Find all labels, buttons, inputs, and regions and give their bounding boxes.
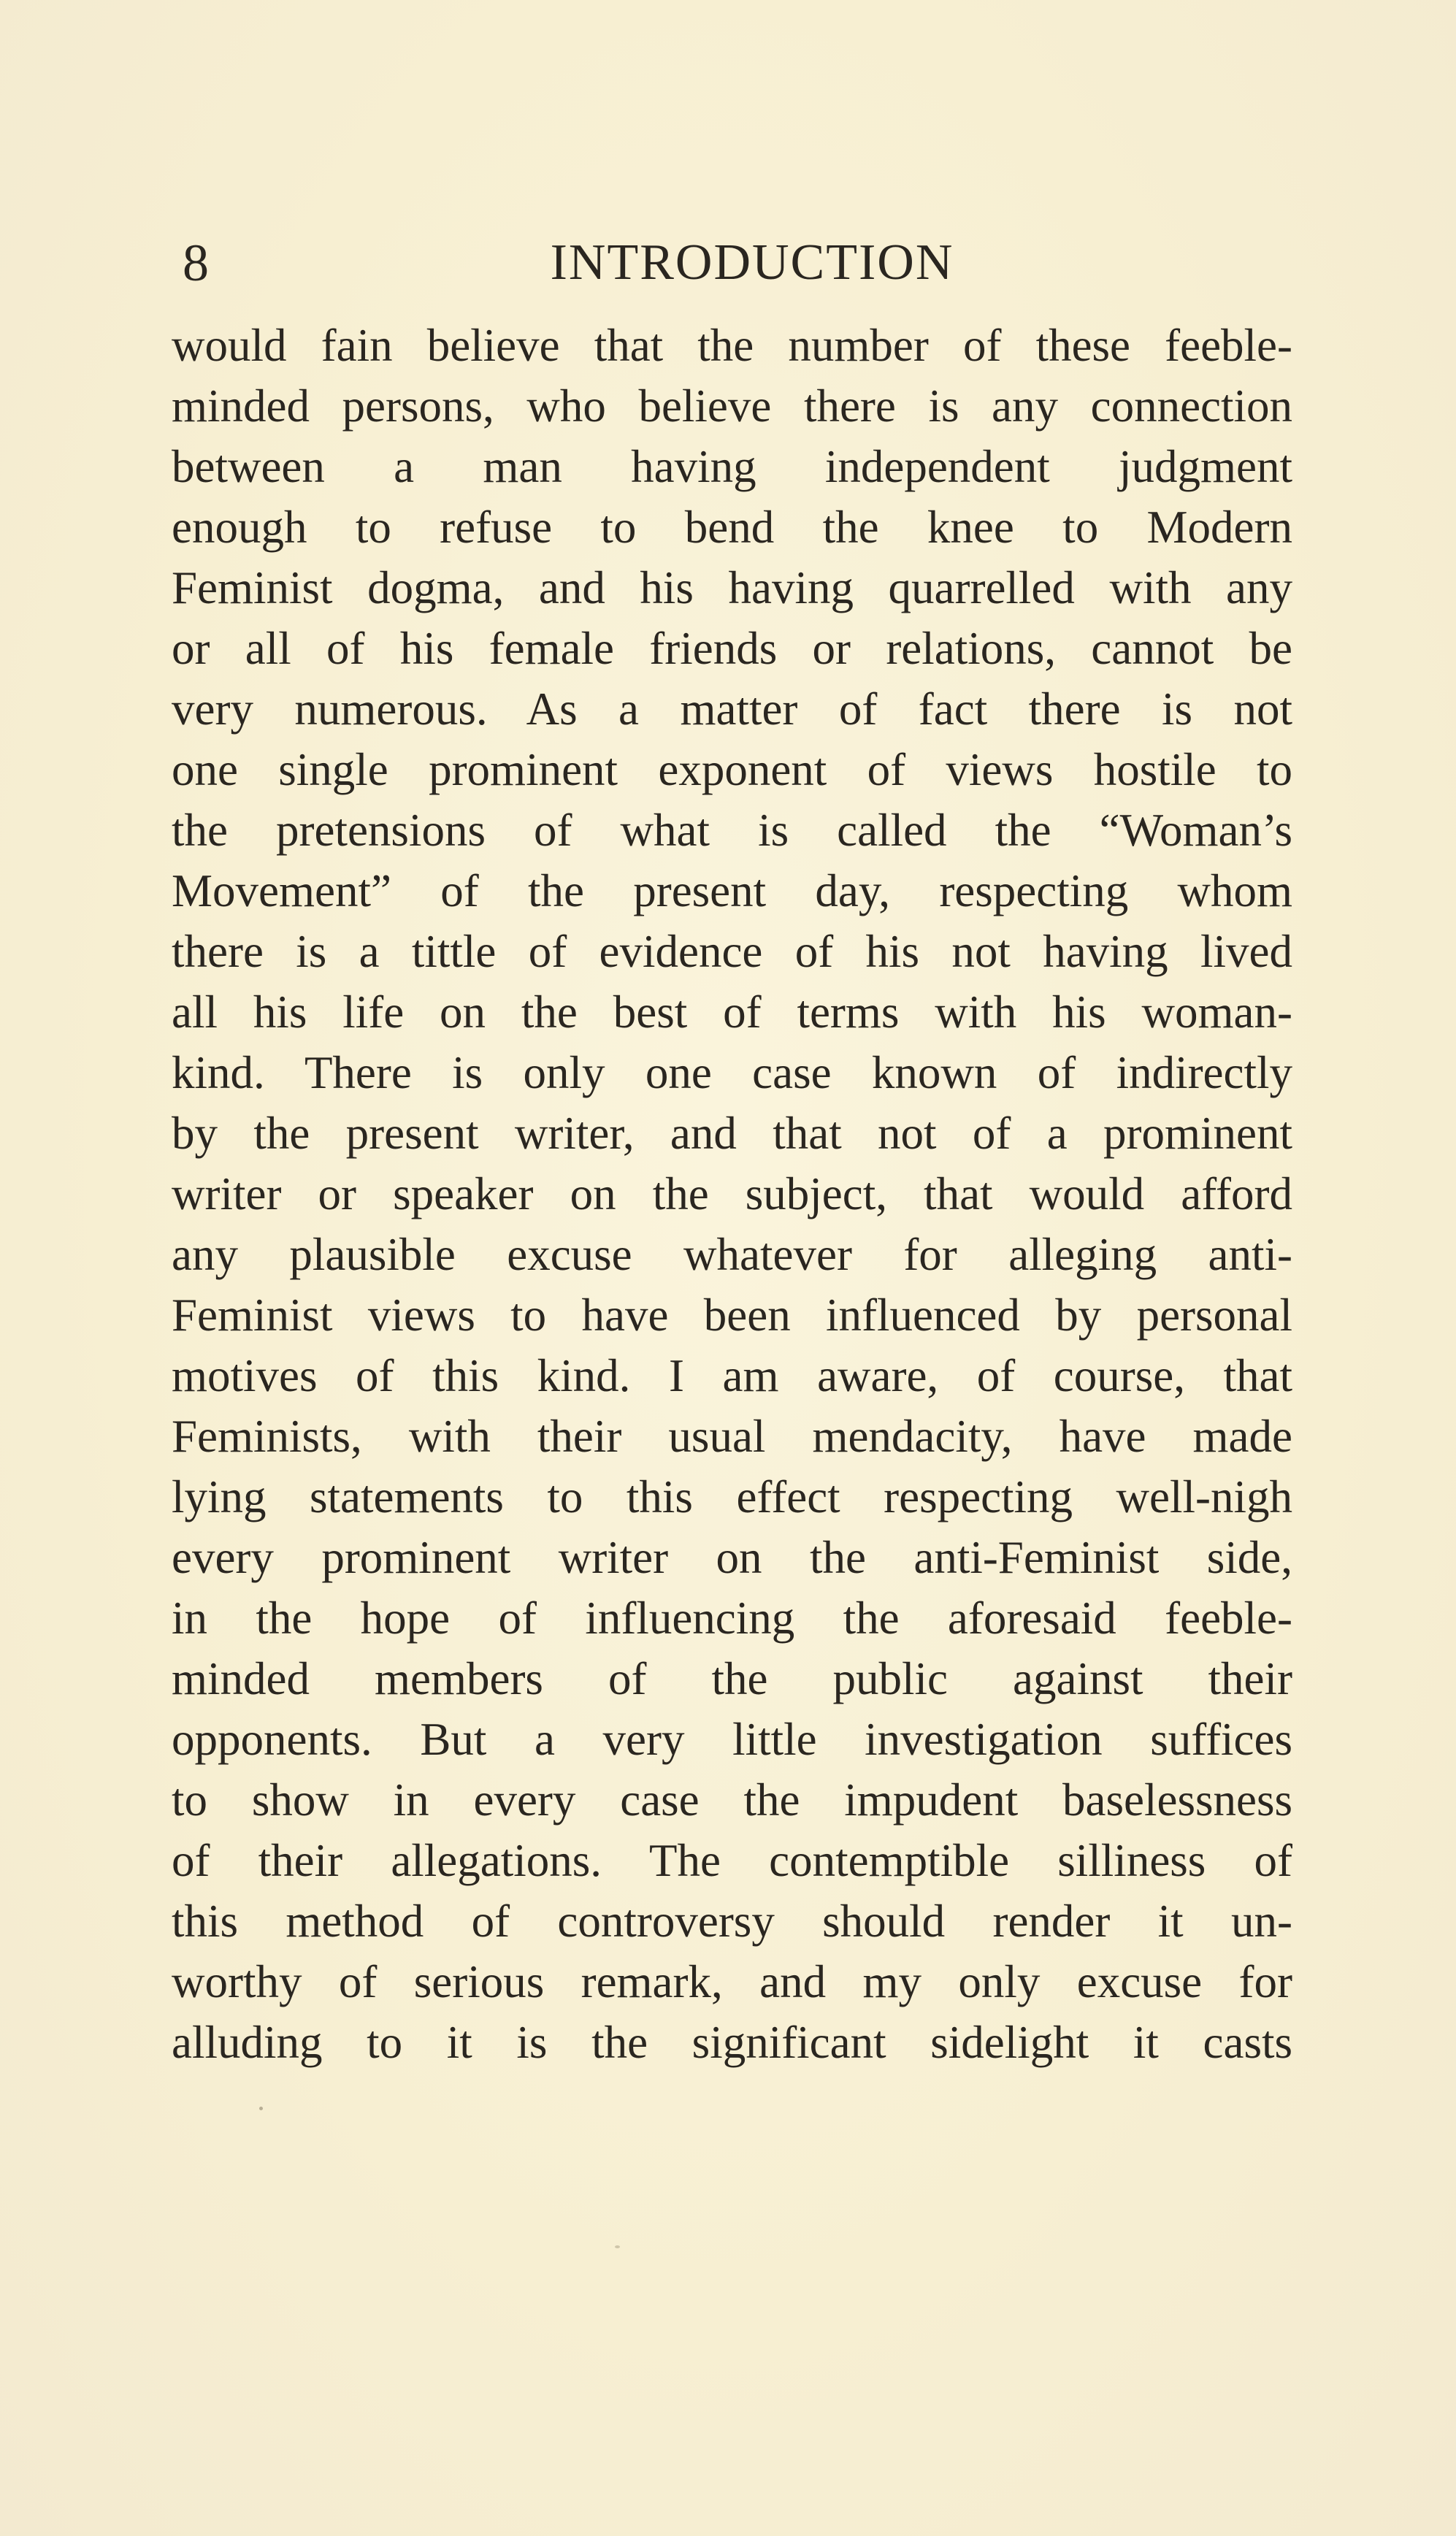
text-line: kind. There is only one case known of indirectly bbox=[172, 1047, 1292, 1098]
body-text bbox=[172, 315, 1292, 2073]
text-line: alluding to it is the significant sidelight it casts bbox=[172, 2017, 1292, 2068]
text-line: very numerous. As a matter of fact there is not bbox=[172, 683, 1292, 735]
text-line: minded persons, who believe there is any connection bbox=[172, 380, 1292, 432]
text-line: of their allegations. The contemptible silliness of bbox=[172, 1835, 1292, 1886]
text-line: any plausible excuse whatever for alleging anti- bbox=[172, 1229, 1292, 1280]
text-line: minded members of the public against their bbox=[172, 1653, 1292, 1704]
text-line: enough to refuse to bend the knee to Modern bbox=[172, 502, 1292, 553]
text-line: writer or speaker on the subject, that would afford bbox=[172, 1168, 1292, 1219]
text-line: worthy of serious remark, and my only excuse for bbox=[172, 1956, 1292, 2007]
text-line: Feminists, with their usual mendacity, have made bbox=[172, 1411, 1292, 1462]
text-line: Feminist dogma, and his having quarrelled with any bbox=[172, 562, 1292, 613]
text-line: motives of this kind. I am aware, of course, that bbox=[172, 1350, 1292, 1401]
running-head bbox=[183, 223, 1292, 303]
text-line: in the hope of influencing the aforesaid feeble- bbox=[172, 1593, 1292, 1644]
text-line: Feminist views to have been influenced by personal bbox=[172, 1290, 1292, 1341]
text-line: one single prominent exponent of views hostile to bbox=[172, 744, 1292, 795]
text-line: to show in every case the impudent baselessness bbox=[172, 1774, 1292, 1826]
paper-speck bbox=[615, 2245, 620, 2248]
text-line: opponents. But a very little investigation suffices bbox=[172, 1714, 1292, 1765]
page-number: 8 bbox=[183, 234, 209, 292]
text-line: all his life on the best of terms with his woman- bbox=[172, 987, 1292, 1038]
text-line: this method of controversy should render it un- bbox=[172, 1896, 1292, 1947]
text-line: between a man having independent judgment bbox=[172, 441, 1292, 492]
text-line: there is a tittle of evidence of his not having lived bbox=[172, 926, 1292, 977]
text-line: every prominent writer on the anti-Feminist side, bbox=[172, 1532, 1292, 1583]
text-line: the pretensions of what is called the “Woman’s bbox=[172, 805, 1292, 856]
text-line: lying statements to this effect respecting well-nigh bbox=[172, 1471, 1292, 1522]
running-title: INTRODUCTION bbox=[550, 234, 954, 291]
text-line: by the present writer, and that not of a prominent bbox=[172, 1108, 1292, 1159]
text-line: Movement” of the present day, respecting whom bbox=[172, 865, 1292, 916]
text-line: would fain believe that the number of these feeble- bbox=[172, 320, 1292, 371]
paper-speck bbox=[259, 2107, 263, 2110]
text-line: or all of his female friends or relations, cannot be bbox=[172, 623, 1292, 674]
